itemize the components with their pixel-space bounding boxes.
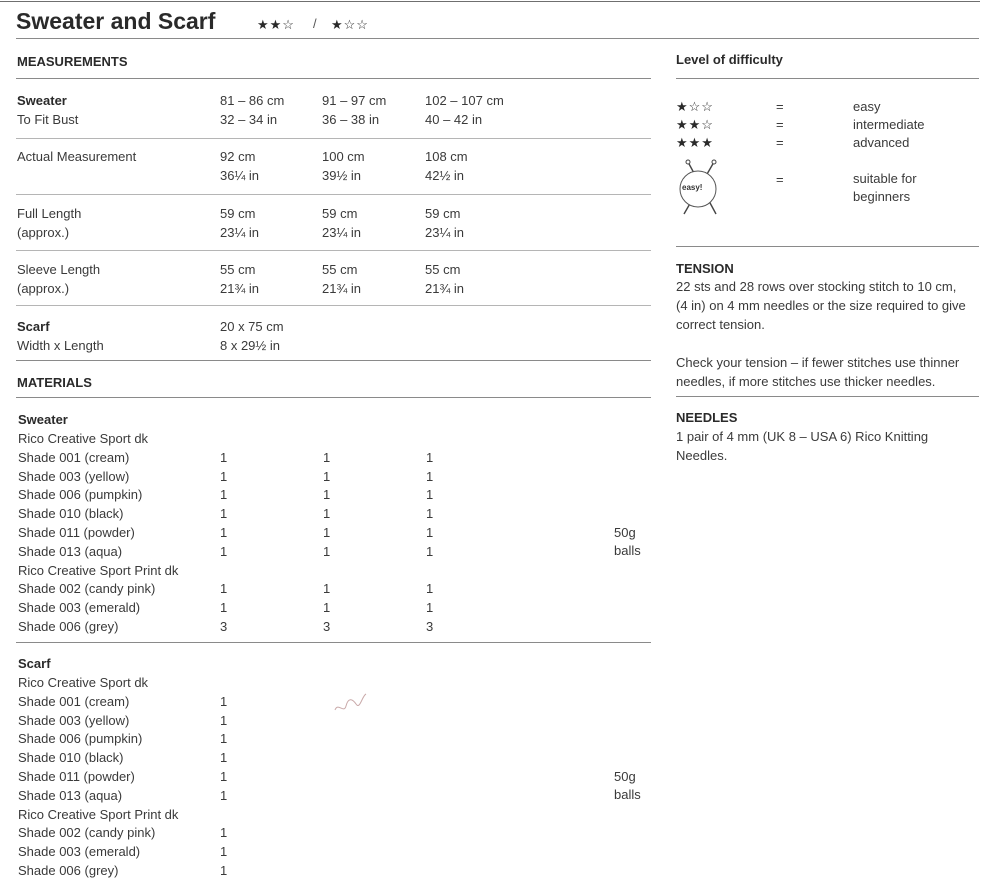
yarn-qty-scarf: 1 [220,693,228,709]
advanced-stars: ★★★ [676,135,714,150]
tension-line-4: Check your tension – if fewer stitches use thinner [676,355,960,370]
yarn-qty-size2: 1 [323,449,331,465]
yarn-qty-size2: 1 [323,600,331,616]
measurement-size1-cm: 59 cm [220,206,256,221]
yarn-qty-size1: 1 [220,468,228,484]
scarf-unit-weight: 50g [614,769,636,784]
yarn-line-label: Rico Creative Sport dk [18,431,149,446]
measurement-size1-in: 23¼ in [220,225,260,240]
yarn-qty-scarf: 1 [220,712,228,728]
yarn-qty-size1: 1 [220,449,228,465]
yarn-qty-size3: 1 [426,449,434,465]
yarn-qty-scarf: 1 [220,787,228,803]
easy-badge-icon [674,158,726,218]
measurement-size2-in: 21¾ in [322,281,362,296]
yarn-qty-size1: 1 [220,506,228,522]
needles-rule [676,396,979,397]
measurement-sublabel: To Fit Bust [17,112,79,127]
measurement-size2-in: 36 – 38 in [322,112,380,127]
sweater-unit-weight: 50g [614,525,636,540]
measurement-row-divider [16,194,651,195]
tension-line-2: (4 in) on 4 mm needles or the size required to give [676,298,966,313]
yarn-line-label: Rico Creative Sport dk [18,675,149,690]
measurement-size1-cm: 20 x 75 cm [220,319,284,334]
easy-stars: ★☆☆ [676,99,714,114]
measurement-sublabel: Width x Length [17,338,104,353]
measurement-size1-in: 32 – 34 in [220,112,278,127]
yarn-line-label: Shade 003 (yellow) [18,712,130,728]
yarn-line-label: Shade 006 (pumpkin) [18,487,143,503]
scarf-unit-balls: balls [614,787,641,802]
difficulty-rule [676,78,979,79]
yarn-qty-size1: 1 [220,581,228,597]
advanced-equals: = [776,135,784,150]
measurement-row-divider [16,305,651,306]
yarn-line-label: Shade 006 (grey) [18,619,119,634]
intermediate-equals: = [776,117,784,132]
measurement-size3-in: 40 – 42 in [425,112,483,127]
yarn-line-label: Shade 010 (black) [18,750,124,766]
needles-heading: NEEDLES [676,410,738,425]
advanced-label: advanced [853,135,910,150]
measurement-size2-cm: 55 cm [322,262,358,277]
difficulty-heading: Level of difficulty [676,52,783,67]
scarf-materials-heading: Scarf [18,656,51,671]
easy-badge-text: easy! [682,183,703,192]
pencil-mark [330,688,370,718]
measurement-size3-cm: 108 cm [425,149,468,164]
needles-line-1: 1 pair of 4 mm (UK 8 – USA 6) Rico Knitting [676,429,929,444]
measurement-size2-cm: 91 – 97 cm [322,93,387,108]
yarn-line-label: Shade 013 (aqua) [18,787,123,803]
measurement-size3-cm: 55 cm [425,262,461,277]
measurement-row-divider [16,138,651,139]
page-title: Sweater and Scarf [16,8,216,34]
measurement-sublabel: (approx.) [17,225,70,240]
measurement-size3-cm: 59 cm [425,206,461,221]
measurement-size1-cm: 81 – 86 cm [220,93,285,108]
tension-heading: TENSION [676,261,734,276]
yarn-line-label: Rico Creative Sport Print dk [18,806,179,822]
yarn-qty-size3: 1 [426,506,434,522]
materials-rule [16,397,651,398]
measurement-label: Full Length [17,206,82,221]
yarn-line-label: Shade 003 (yellow) [18,468,130,484]
measurement-sublabel: (approx.) [17,281,70,296]
yarn-qty-size1: 1 [220,487,228,503]
sweater-unit-balls: balls [614,543,641,558]
yarn-line-label: Shade 003 (emerald) [18,844,141,860]
yarn-qty-size2: 1 [323,487,331,503]
yarn-qty-size2: 1 [323,543,331,559]
yarn-line-label: Shade 011 (powder) [18,525,135,540]
yarn-line-label: Shade 010 (black) [18,506,124,522]
yarn-qty-scarf: 1 [220,863,228,878]
yarn-line-label: Shade 003 (emerald) [18,600,141,616]
measurement-label: Sweater [17,93,67,108]
measurement-label: Scarf [17,319,50,334]
title-rule [16,38,979,39]
yarn-qty-size2: 1 [323,506,331,522]
yarn-qty-size1: 1 [220,525,228,540]
materials-rule-top [16,360,651,361]
scarf-rating-stars: ★☆☆ [331,17,369,32]
measurement-label: Sleeve Length [17,262,101,277]
yarn-qty-size1: 3 [220,619,228,634]
measurement-size1-in: 8 x 29½ in [220,338,280,353]
yarn-qty-size3: 1 [426,543,434,559]
easy-equals: = [776,99,784,114]
yarn-qty-scarf: 1 [220,769,228,784]
measurement-row-divider [16,250,651,251]
yarn-qty-size1: 1 [220,600,228,616]
tension-rule [676,246,979,247]
yarn-line-label: Shade 013 (aqua) [18,543,123,559]
measurement-size3-in: 42½ in [425,168,465,183]
measurement-size3-in: 23¼ in [425,225,465,240]
measurements-rule [16,78,651,79]
yarn-qty-size1: 1 [220,543,228,559]
beginners-equals: = [776,172,784,187]
top-rule [0,1,980,2]
yarn-qty-size3: 1 [426,600,434,616]
yarn-qty-size2: 1 [323,581,331,597]
intermediate-stars: ★★☆ [676,117,714,132]
yarn-qty-size3: 3 [426,619,434,634]
yarn-qty-size3: 1 [426,525,434,540]
measurement-size3-in: 21¾ in [425,281,465,296]
measurement-size3-cm: 102 – 107 cm [425,93,504,108]
yarn-qty-size2: 1 [323,468,331,484]
beginners-label-1: suitable for [853,171,917,186]
yarn-line-label: Shade 006 (pumpkin) [18,731,143,747]
yarn-line-label: Shade 002 (candy pink) [18,825,156,841]
yarn-line-label: Shade 011 (powder) [18,769,135,784]
sweater-rating-stars: ★★☆ [257,17,295,32]
yarn-qty-size3: 1 [426,468,434,484]
measurement-size2-cm: 59 cm [322,206,358,221]
yarn-qty-scarf: 1 [220,825,228,841]
tension-line-3: correct tension. [676,317,765,332]
rating-separator: / [313,16,317,31]
measurement-label: Actual Measurement [17,149,137,164]
measurement-size2-in: 39½ in [322,168,362,183]
intermediate-label: intermediate [853,117,925,132]
yarn-qty-size2: 1 [323,525,331,540]
measurement-size1-cm: 92 cm [220,149,256,164]
yarn-qty-size3: 1 [426,487,434,503]
yarn-line-label: Shade 002 (candy pink) [18,581,156,597]
easy-label: easy [853,99,881,114]
measurements-heading: MEASUREMENTS [17,54,128,69]
beginners-label-2: beginners [853,189,911,204]
yarn-line-label: Shade 001 (cream) [18,449,130,465]
measurement-size1-cm: 55 cm [220,262,256,277]
yarn-qty-scarf: 1 [220,844,228,860]
measurement-size1-in: 21¾ in [220,281,260,296]
measurement-size2-cm: 100 cm [322,149,365,164]
scarf-rule [16,642,651,643]
sweater-materials-heading: Sweater [18,412,68,427]
measurement-size2-in: 23¼ in [322,225,362,240]
measurement-size1-in: 36¼ in [220,168,260,183]
yarn-qty-size2: 3 [323,619,331,634]
yarn-line-label: Shade 001 (cream) [18,693,130,709]
tension-line-1: 22 sts and 28 rows over stocking stitch to 10 cm, [676,279,957,294]
yarn-line-label: Shade 006 (grey) [18,863,119,878]
yarn-qty-size3: 1 [426,581,434,597]
yarn-qty-scarf: 1 [220,750,228,766]
needles-line-2: Needles. [676,448,728,463]
tension-line-5: needles, if more stitches use thicker needles. [676,374,936,389]
materials-heading: MATERIALS [17,375,92,390]
yarn-qty-scarf: 1 [220,731,228,747]
yarn-line-label: Rico Creative Sport Print dk [18,562,179,578]
